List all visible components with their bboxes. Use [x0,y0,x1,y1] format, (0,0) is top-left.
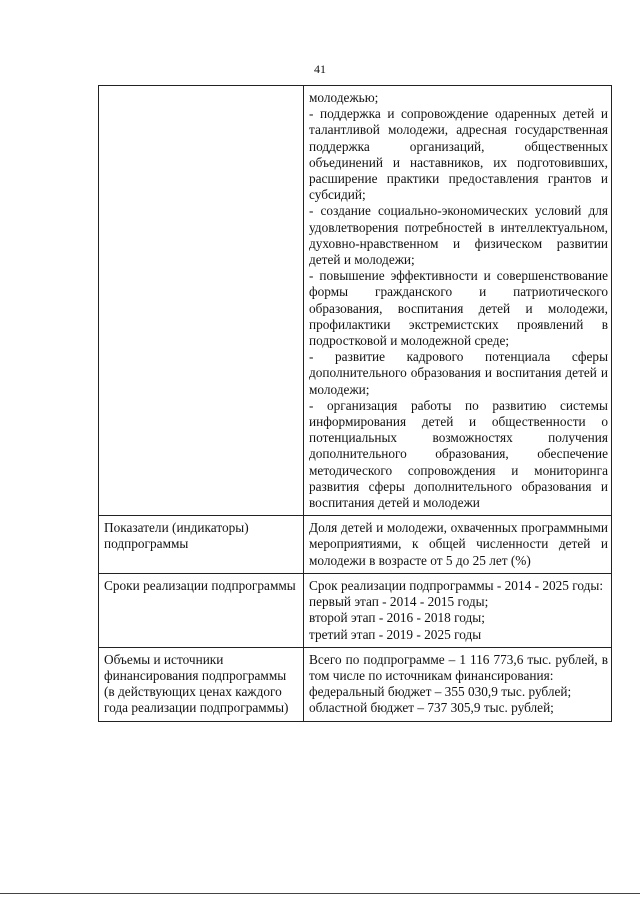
row-content [304,86,612,516]
page-number: 41 [314,62,326,76]
row-label: Сроки реализации подпрограммы [99,573,304,647]
paragraph: - поддержка и сопровождение одаренных детей и талантливой молодежи, адресная государственная поддержка организаций, общественных объединений и наставников, их подготовивших, расширение практики предоставления грантов и субсидий; [309,106,608,203]
paragraph: - организация работы по развитию системы информирования детей и общественности о потенциальных возможностях получения дополнительного образования, обеспечение методического сопровождения и мониторинга развития сферы дополнительного образования и воспитания детей и молодежи [309,397,608,511]
paragraph: Срок реализации подпрограммы - 2014 - 2025 годы: [309,577,604,593]
paragraph: - создание социально-экономических условий для удовлетворения потребностей в интеллектуальном, духовно-нравственном и физическом развитии детей и молодежи; [309,203,608,268]
row-label: Показатели (индикаторы) подпрограммы [99,516,304,574]
paragraph: федеральный бюджет – 355 030,9 тыс. рублей; [309,684,572,700]
row-content [304,647,612,721]
table-row [99,647,612,721]
table-row [99,516,612,574]
paragraph: областной бюджет – 737 305,9 тыс. рублей; [309,700,554,716]
row-content [304,573,612,647]
paragraph: - развитие кадрового потенциала сферы дополнительного образования и воспитания детей и молодежи; [309,349,608,397]
table-row [99,86,612,516]
paragraph: Всего по подпрограмме – 1 116 773,6 тыс. рублей, в том числе по источникам финансирования: [309,651,608,683]
paragraph: второй этап - 2016 - 2018 годы; [309,610,485,626]
paragraph: - повышение эффективности и совершенствование формы гражданского и патриотического образования, воспитания детей и молодежи, профилактики экстремистских проявлений в подростковой и молодежной среде; [309,268,608,349]
paragraph: третий этап - 2019 - 2025 годы [309,626,482,642]
subprogram-passport-table [98,85,612,722]
row-label: Объемы и источники финансирования подпрограммы (в действующих ценах каждого года реализации подпрограммы) [99,647,304,721]
paragraph: молодежью; [309,90,379,105]
row-content [304,516,612,574]
page-bottom-divider [0,893,640,894]
paragraph: Доля детей и молодежи, охваченных программными мероприятиями, к общей численности детей и молодежи в возрасте от 5 до 25 лет (%) [309,520,608,568]
table-row [99,573,612,647]
row-label [99,86,304,516]
paragraph: первый этап - 2014 - 2015 годы; [309,594,489,610]
